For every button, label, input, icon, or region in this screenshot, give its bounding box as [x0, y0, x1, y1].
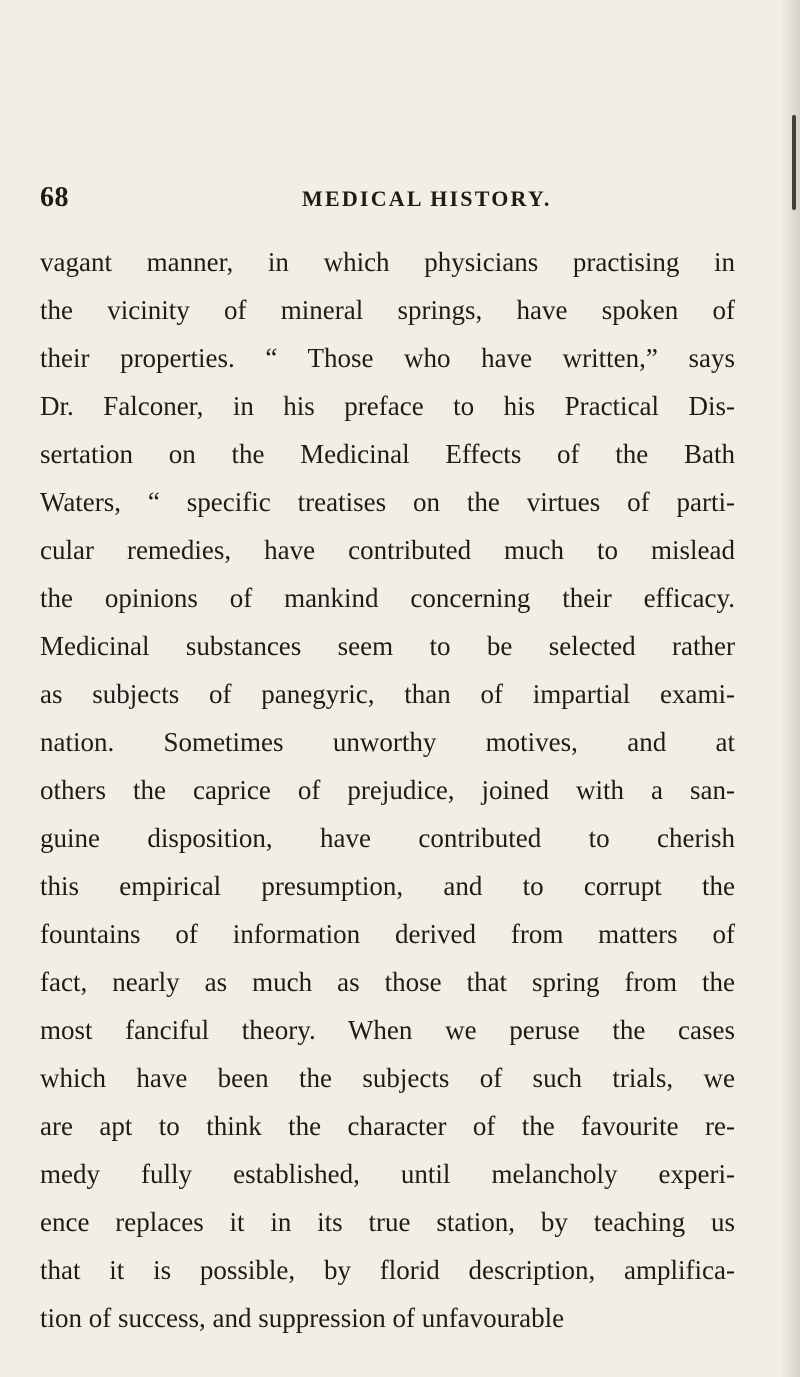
text-line: most fanciful theory. When we peruse the cases: [40, 1015, 735, 1045]
text-line: the opinions of mankind concerning their efficacy.: [40, 583, 735, 613]
text-line: are apt to think the character of the favourite re-: [40, 1111, 735, 1141]
text-line: the vicinity of mineral springs, have spoken of: [40, 295, 735, 325]
text-line: vagant manner, in which physicians practising in: [40, 247, 735, 277]
text-line: Dr. Falconer, in his preface to his Practical Dis-: [40, 391, 735, 421]
text-line: tion of success, and suppression of unfavourable: [40, 1303, 565, 1333]
text-line: Waters, “ specific treatises on the virtues of parti-: [40, 487, 735, 517]
text-line: sertation on the Medicinal Effects of the Bath: [40, 439, 735, 469]
text-line: their properties. “ Those who have written,” says: [40, 343, 735, 373]
text-line: medy fully established, until melancholy experi-: [40, 1159, 735, 1189]
text-line: Medicinal substances seem to be selected rather: [40, 631, 735, 661]
text-line: guine disposition, have contributed to cherish: [40, 823, 735, 853]
text-line: which have been the subjects of such trials, we: [40, 1063, 735, 1093]
page-edge-mark: [792, 115, 796, 210]
body-text: [40, 238, 735, 1342]
running-head: MEDICAL HISTORY.: [302, 186, 552, 211]
text-line: nation. Sometimes unworthy motives, and at: [40, 727, 735, 757]
text-line: that it is possible, by florid description, amplifica-: [40, 1255, 735, 1285]
text-line: this empirical presumption, and to corrupt the: [40, 871, 735, 901]
page-header: [40, 182, 730, 222]
text-line: ence replaces it in its true station, by teaching us: [40, 1207, 735, 1237]
text-line: as subjects of panegyric, than of impartial exami-: [40, 679, 735, 709]
page-number: 68: [40, 182, 69, 213]
page-edge-shadow: [780, 0, 800, 1377]
text-line: fountains of information derived from matters of: [40, 919, 735, 949]
text-line: cular remedies, have contributed much to mislead: [40, 535, 735, 565]
text-line: others the caprice of prejudice, joined with a san-: [40, 775, 735, 805]
text-line: fact, nearly as much as those that spring from the: [40, 967, 735, 997]
